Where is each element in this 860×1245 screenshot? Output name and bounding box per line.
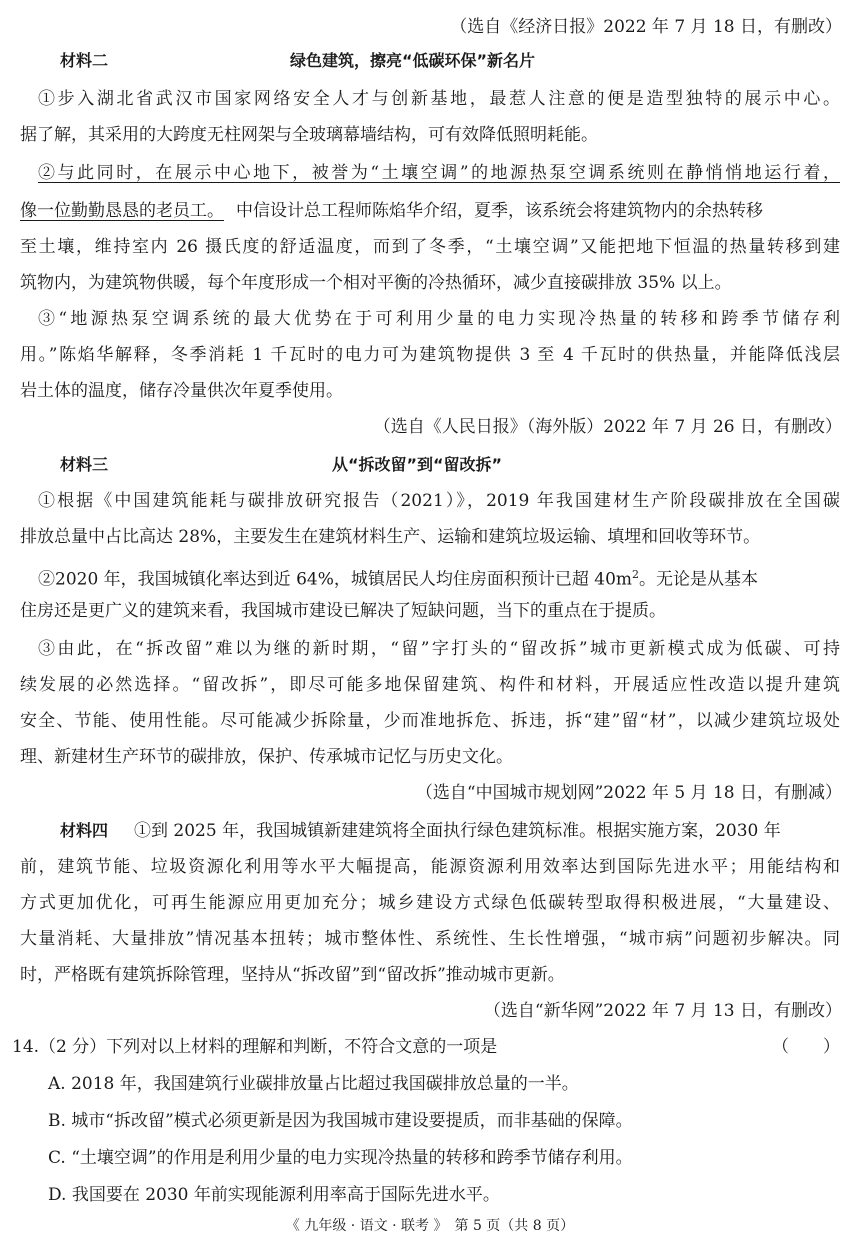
question-stem: 14.（2 分）下列对以上材料的理解和判断，不符合文意的一项是 <box>12 1037 498 1057</box>
option-a: A. 2018 年，我国建筑行业碳排放量占比超过我国碳排放总量的一半。 <box>48 1074 579 1094</box>
answer-bracket: （ ） <box>772 1037 840 1057</box>
paragraph-line <box>20 200 763 222</box>
paragraph-line: 至土壤，维持室内 26 摄氏度的舒适温度，而到了冬季，“土壤空调”又能把地下恒温的热量转移到建 <box>20 237 840 257</box>
paragraph-line: 筑物内，为建筑物供暖，每个年度形成一个相对平衡的冷热循环，减少直接碳排放 35% 以上。 <box>20 273 732 293</box>
paragraph-line: 方式更加优化，可再生能源应用更加充分；城乡建设方式绿色低碳转型取得积极进展，“大量建设、 <box>20 893 840 913</box>
material-2-title: 绿色建筑，擦亮“低碳环保”新名片 <box>290 51 536 70</box>
paragraph-line: 住房还是更广义的建筑来看，我国城市建设已解决了短缺问题，当下的重点在于提质。 <box>20 601 666 621</box>
paragraph-text: 。无论是从基本 <box>639 569 759 590</box>
material-2-label: 材料二 <box>60 51 109 70</box>
source-citation: （选自《经济日报》2022 年 7 月 18 日，有删改） <box>450 17 842 37</box>
source-citation: （选自《人民日报》（海外版）2022 年 7 月 26 日，有删改） <box>373 417 842 437</box>
paragraph-line: ①到 2025 年，我国城镇新建建筑将全面执行绿色建筑标准。根据实施方案，2030 年 <box>134 821 781 841</box>
paragraph-line: 排放总量中占比高达 28%，主要发生在建筑材料生产、运输和建筑垃圾运输、填埋和回收等环节。 <box>20 527 761 547</box>
page-footer: 《 九年级 · 语文 · 联考 》 第 5 页（共 8 页） <box>285 1218 575 1234</box>
paragraph-line: 续发展的必然选择。“留改拆”，即尽可能多地保留建筑、构件和材料，开展适应性改造以提升建筑 <box>20 675 840 695</box>
paragraph-line: ③“地源热泵空调系统的最大优势在于可利用少量的电力实现冷热量的转移和跨季节储存利 <box>38 309 840 329</box>
paragraph-line: 理、新建材生产环节的碳排放，保护、传承城市记忆与历史文化。 <box>20 747 513 767</box>
paragraph-line: 岩土体的温度，储存冷量供次年夏季使用。 <box>20 381 343 401</box>
source-citation: （选自“新华网”2022 年 7 月 13 日，有删改） <box>483 1001 842 1021</box>
option-d: D. 我国要在 2030 年前实现能源利用率高于国际先进水平。 <box>48 1185 500 1205</box>
paragraph-line: ①步入湖北省武汉市国家网络安全人才与创新基地，最惹人注意的便是造型独特的展示中心。 <box>38 89 840 109</box>
paragraph-line: ①根据《中国建筑能耗与碳排放研究报告（2021）》，2019 年我国建材生产阶段碳排放在全国碳 <box>38 491 840 511</box>
source-citation: （选自“中国城市规划网”2022 年 5 月 18 日，有删减） <box>415 783 842 803</box>
material-3-label: 材料三 <box>60 455 109 474</box>
paragraph-line: 据了解，其采用的大跨度无柱网架与全玻璃幕墙结构，可有效降低照明耗能。 <box>20 125 598 145</box>
paragraph-line: ③由此，在“拆改留”难以为继的新时期，“留”字打头的“留改拆”城市更新模式成为低碳、可持 <box>38 639 840 659</box>
paragraph-text: ②2020 年，我国城镇化率达到近 64%，城镇居民人均住房面积预计已超 40m <box>38 569 633 590</box>
superscript: 2 <box>632 568 640 581</box>
material-4-label: 材料四 <box>60 821 109 840</box>
paragraph-line: 大量消耗、大量排放”情况基本扭转；城市整体性、系统性、生长性增强，“城市病”问题初步解决。同 <box>20 929 840 949</box>
option-b: B. 城市“拆改留”模式必须更新是因为我国城市建设要提质，而非基础的保障。 <box>48 1111 633 1131</box>
paragraph-line: 用。”陈焰华解释，冬季消耗 1 千瓦时的电力可为建筑物提供 3 至 4 千瓦时的供热量，并能降低浅层 <box>20 345 840 365</box>
paragraph-line <box>38 564 758 591</box>
paragraph-line: 安全、节能、使用性能。尽可能减少拆除量，少而准地拆危、拆违，拆“建”留“材”，以减少建筑垃圾处 <box>20 711 840 731</box>
material-3-title: 从“拆改留”到“留改拆” <box>332 455 503 474</box>
option-c: C. “土壤空调”的作用是利用少量的电力实现冷热量的转移和跨季节储存利用。 <box>48 1148 633 1168</box>
paragraph-line: 前，建筑节能、垃圾资源化利用等水平大幅提高，能源资源利用效率达到国际先进水平；用能结构和 <box>20 857 840 877</box>
paragraph-text: 中信设计总工程师陈焰华介绍，夏季，该系统会将建筑物内的余热转移 <box>236 201 763 221</box>
underlined-sentence: 像一位勤勤恳恳的老员工。 <box>20 201 224 221</box>
paragraph-line: 时，严格既有建筑拆除管理，坚持从“拆改留”到“留改拆”推动城市更新。 <box>20 965 565 985</box>
underlined-sentence: ②与此同时，在展示中心地下，被誉为“土壤空调”的地源热泵空调系统则在静悄悄地运行着， <box>38 163 840 183</box>
